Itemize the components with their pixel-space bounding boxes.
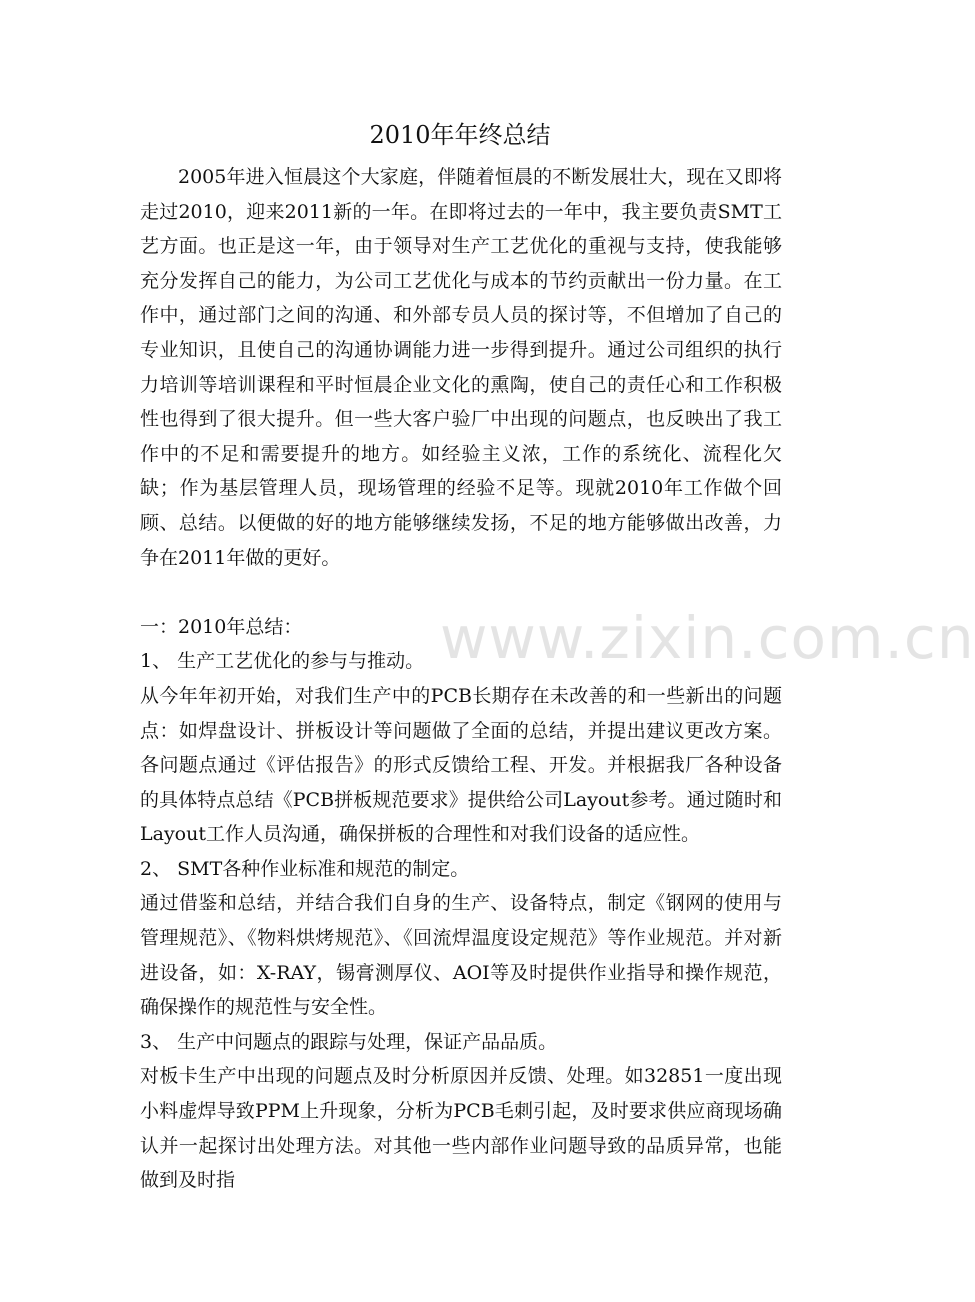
item-heading-2: 2、 SMT各种作业标准和规范的制定。: [140, 857, 470, 880]
intro-paragraph: 2005年进入恒晨这个大家庭，伴随着恒晨的不断发展壮大，现在又即将走过2010，迎来2011新的一年。在即将过去的一年中，我主要负责SMT工艺方面。也正是这一年，由于领导对生产工艺优化的重视与支持，使我能够充分发挥自己的能力，为公司工艺优化与成本的节约贡献出一份力量。在工作中，通过部门之间的沟通、和外部专员人员的探讨等，不但增加了自己的专业知识，且使自己的沟通协调能力进一步得到提升。通过公司组织的执行力培训等培训课程和平时恒晨企业文化的熏陶，使自己的责任心和工作积极性也得到了很大提升。但一些大客户验厂中出现的问题点，也反映出了我工作中的不足和需要提升的地方。如经验主义浓，工作的系统化、流程化欠缺；作为基层管理人员，现场管理的经验不足等。现就2010年工作做个回顾、总结。以便做的好的地方能够继续发扬，不足的地方能够做出改善，力争在2011年做的更好。: [140, 166, 782, 569]
item-heading-3: 3、 生产中问题点的跟踪与处理，保证产品品质。: [140, 1030, 558, 1053]
section-heading: 一：2010年总结：: [140, 615, 303, 638]
item-text-1: 从今年年初开始，对我们生产中的PCB长期存在未改善的和一些新出的问题点：如焊盘设计、拼板设计等问题做了全面的总结，并提出建议更改方案。各问题点通过《评估报告》的形式反馈给工程、开发。并根据我厂各种设备的具体特点总结《PCB拼板规范要求》提供给公司Layout参考。通过随时和Layout工作人员沟通，确保拼板的合理性和对我们设备的适应性。: [140, 684, 782, 846]
blank-line: [140, 575, 782, 610]
document-body: [140, 160, 782, 1198]
item-heading-1: 1、 生产工艺优化的参与与推动。: [140, 650, 425, 673]
document-title: 2010年年终总结: [369, 121, 551, 149]
watermark: www.zixin.com.cn: [440, 604, 975, 672]
item-text-3: 对板卡生产中出现的问题点及时分析原因并反馈、处理。如32851一度出现小料虚焊导致PPM上升现象，分析为PCB毛刺引起，及时要求供应商现场确认并一起探讨出处理方法。对其他一些内部作业问题导致的品质异常，也能做到及时指: [140, 1065, 782, 1192]
item-text-2: 通过借鉴和总结，并结合我们自身的生产、设备特点，制定《钢网的使用与管理规范》、《物料烘烤规范》、《回流焊温度设定规范》等作业规范。并对新进设备，如：X-RAY，锡膏测厚仪、AOI等及时提供作业指导和操作规范，确保操作的规范性与安全性。: [140, 892, 782, 1019]
